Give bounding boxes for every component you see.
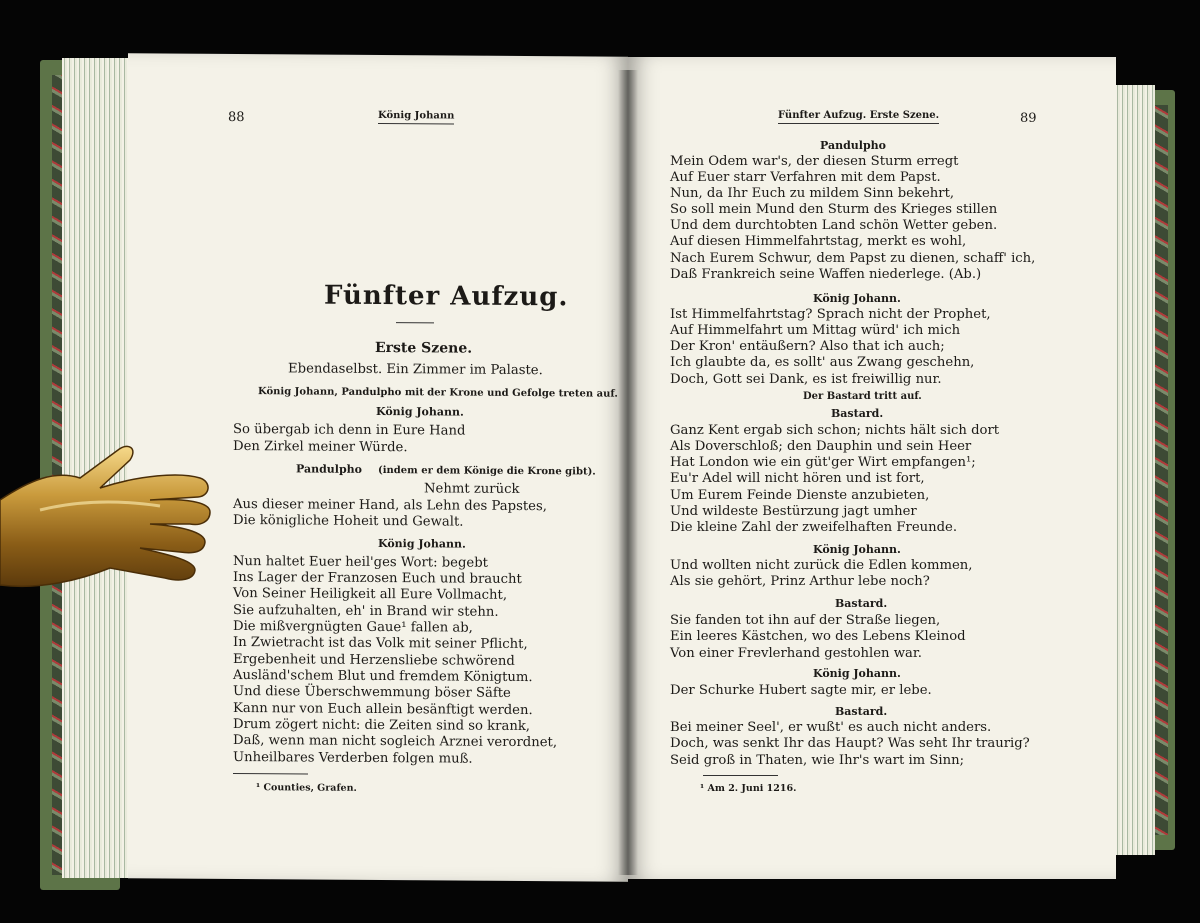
scene-title: Erste Szene.	[375, 339, 473, 357]
verse-line: Sie aufzuhalten, eh' in Brand wir stehn.	[233, 602, 499, 620]
verse-line: Hat London wie ein güt'ger Wirt empfangen¹;	[670, 455, 976, 470]
stage-direction: Der Bastard tritt auf.	[803, 391, 922, 402]
verse-line: Mein Odem war's, der diesen Sturm erregt	[670, 154, 959, 169]
verse-line: Ist Himmelfahrtstag? Sprach nicht der Prophet,	[670, 307, 991, 322]
verse-line: Auf Himmelfahrt um Mittag würd' ich mich	[670, 323, 961, 338]
page-edges-right	[1110, 85, 1155, 855]
verse-line: Und wollten nicht zurück die Edlen kommen,	[670, 558, 973, 573]
verse-line: Nach Eurem Schwur, dem Papst zu dienen, schaff' ich,	[670, 251, 1036, 266]
verse-line: So übergab ich denn in Eure Hand	[233, 421, 466, 439]
verse-line: Sie fanden tot ihn auf der Straße liegen,	[670, 613, 941, 628]
verse-line: Ins Lager der Franzosen Euch und braucht	[233, 569, 522, 588]
speaker-name: Pandulpho	[296, 462, 362, 476]
speaker-name: König Johann.	[813, 667, 901, 680]
speaker-name: Pandulpho	[820, 139, 886, 152]
speaker-name: Bastard.	[835, 705, 888, 718]
verse-line: Ganz Kent ergab sich schon; nichts hält sich dort	[670, 423, 1000, 438]
verse-line: Und diese Überschwemmung böser Säfte	[233, 683, 511, 701]
verse-line: Ein leeres Kästchen, wo des Lebens Kleinod	[670, 629, 966, 644]
verse-line: Den Zirkel meiner Würde.	[233, 438, 408, 456]
verse-line: Kann nur von Euch allein besänftigt werden.	[233, 700, 533, 719]
footnote: ¹ Am 2. Juni 1216.	[700, 783, 797, 794]
verse-line: Nehmt zurück	[424, 481, 520, 497]
verse-line: Ich glaubte da, es sollt' aus Zwang geschehn,	[670, 355, 975, 370]
verse-line: Von einer Frevlerhand gestohlen war.	[670, 646, 922, 661]
verse-line: Ergebenheit und Herzensliebe schwörend	[233, 651, 515, 669]
running-head: Fünfter Aufzug. Erste Szene.	[778, 110, 939, 124]
verse-line: Als Doverschloß; den Dauphin und sein Heer	[670, 439, 972, 454]
verse-line: Nun, da Ihr Euch zu mildem Sinn bekehrt,	[670, 186, 955, 201]
verse-line: Der Kron' entäußern? Also that ich auch;	[670, 339, 945, 354]
verse-line: Eu'r Adel will nicht hören und ist fort,	[670, 471, 925, 486]
verse-line: Ausländ'schem Blut und fremdem Königtum.	[233, 667, 533, 686]
verse-line: Daß Frankreich seine Waffen niederlege. (Ab.)	[670, 267, 982, 282]
act-title: Fünfter Aufzug.	[324, 280, 569, 313]
verse-line: Bei meiner Seel', er wußt' es auch nicht anders.	[670, 720, 992, 735]
verse-line: Und wildeste Bestürzung jagt umher	[670, 504, 917, 519]
verse-line: Doch, Gott sei Dank, es ist freiwillig nur.	[670, 372, 942, 387]
verse-line: Von Seiner Heiligkeit all Eure Vollmacht,	[233, 585, 508, 603]
speaker-name: König Johann.	[378, 537, 466, 551]
footnote-rule	[703, 775, 778, 776]
footnote: ¹ Counties, Grafen.	[256, 782, 357, 794]
verse-line: In Zwietracht ist das Volk mit seiner Pflicht,	[233, 634, 528, 653]
verse-line: Doch, was senkt Ihr das Haupt? Was seht Ihr traurig?	[670, 736, 1030, 751]
running-head: König Johann	[378, 110, 454, 125]
verse-line: Nun haltet Euer heil'ges Wort: begebt	[233, 553, 488, 571]
speaker-name: Bastard.	[835, 597, 888, 610]
title-rule	[396, 322, 434, 323]
verse-line: Seid groß in Thaten, wie Ihr's wart im Sinn;	[670, 753, 965, 768]
verse-line: Um Eurem Feinde Dienste anzubieten,	[670, 488, 930, 503]
verse-line: Unheilbares Verderben folgen muß.	[233, 749, 473, 767]
page-number: 89	[1020, 111, 1037, 126]
stage-direction: König Johann, Pandulpho mit der Krone und Gefolge treten auf.	[258, 386, 618, 400]
verse-line: Auf diesen Himmelfahrtstag, merkt es wohl,	[670, 234, 967, 249]
verse-line: Daß, wenn man nicht sogleich Arznei verordnet,	[233, 732, 558, 751]
speaker-name: König Johann.	[813, 543, 901, 556]
verse-line: Auf Euer starr Verfahren mit dem Papst.	[670, 170, 941, 185]
setting: Ebendaselbst. Ein Zimmer im Palaste.	[288, 361, 543, 379]
speaker-name: König Johann.	[376, 404, 464, 419]
verse-line: Drum zögert nicht: die Zeiten sind so krank,	[233, 716, 530, 735]
verse-line: Die königliche Hoheit und Gewalt.	[233, 512, 464, 530]
footnote-rule	[233, 773, 308, 775]
verse-line: Und dem durchtobten Land schön Wetter geben.	[670, 218, 998, 233]
verse-line: Aus dieser meiner Hand, als Lehn des Papstes,	[233, 496, 547, 515]
page-number: 88	[228, 109, 245, 126]
right-page	[628, 57, 1116, 879]
verse-line: Die mißvergnügten Gaue¹ fallen ab,	[233, 618, 473, 636]
speaker-name: König Johann.	[813, 292, 901, 305]
stage-direction: (indem er dem Könige die Krone gibt).	[378, 465, 596, 478]
verse-line: Der Schurke Hubert sagte mir, er lebe.	[670, 683, 932, 698]
brass-hand-bookmark	[0, 440, 215, 615]
verse-line: Als sie gehört, Prinz Arthur lebe noch?	[670, 574, 930, 589]
speaker-name: Bastard.	[831, 407, 884, 420]
verse-line: So soll mein Mund den Sturm des Krieges stillen	[670, 202, 998, 217]
verse-line: Die kleine Zahl der zweifelhaften Freunde.	[670, 520, 958, 535]
book-gutter	[618, 70, 638, 875]
